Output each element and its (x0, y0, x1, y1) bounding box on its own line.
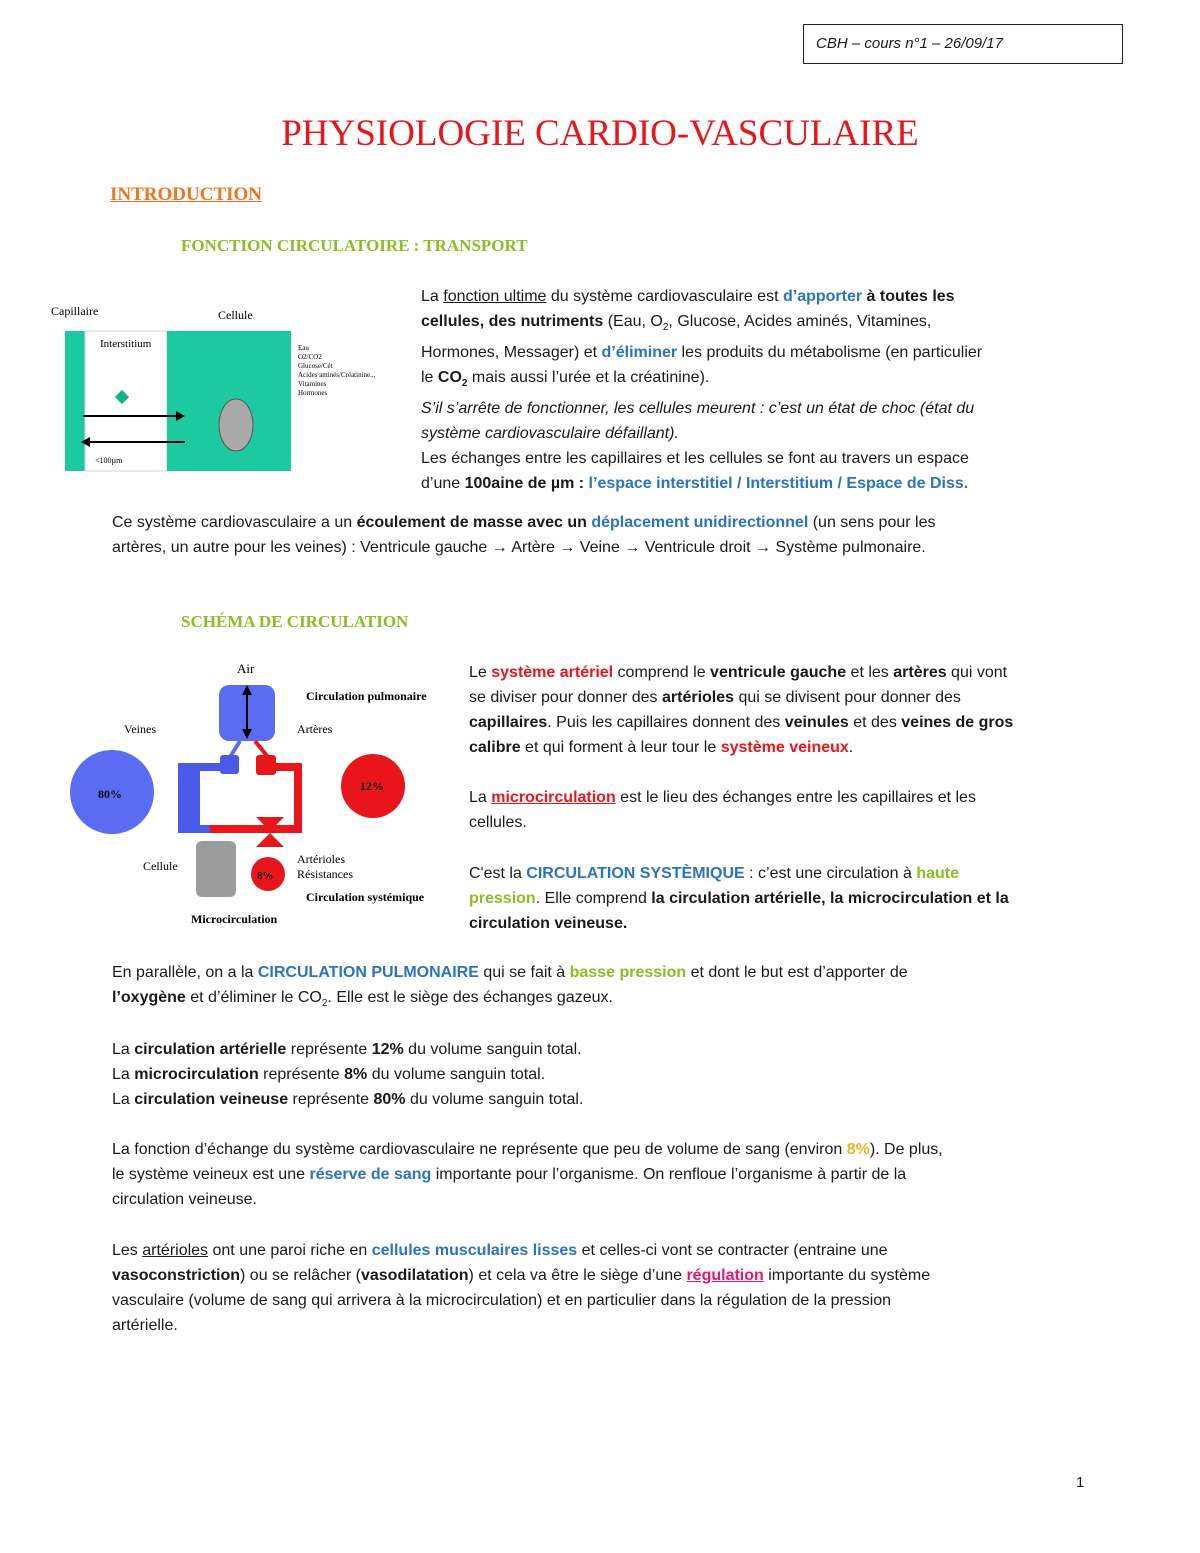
fig2-pct-micro: 8% (257, 870, 274, 882)
page-number: 1 (1076, 1474, 1085, 1491)
fig1-list-item: Hormones (298, 389, 328, 397)
fig2-label-microcirc: Microcirculation (191, 912, 278, 926)
figure-circulation-schema (60, 655, 460, 935)
paragraph-fonction-ultime: La fonction ultime du système cardiovasculaire est d’apporter à toutes les cellules, des nutriments (Eau, $O_2$, Glucose, Acides aminés, Vitamines, Hormones, Messager) et d’éliminer les produits du métabolisme (en particulier le $CO_2$ mais aussi l’urée et la créatinine). S’il s’arrête de fonctionner, les cellules meurent : c’est un état de choc (état du système cardiovasculaire défaillant). Les échanges entre les capillaires et les cellules se font au travers un espace d’une 100aine de µm : l’espace interstitiel / Interstitium / Espace de Diss. (421, 288, 983, 493)
fig2-right-heart (220, 755, 239, 774)
fig1-nucleus (219, 399, 253, 451)
fig2-left-heart (256, 755, 276, 775)
subsection-heading-schema: SCHÉMA DE CIRCULATION (181, 612, 409, 631)
fig2-label-circ-syst: Circulation systémique (306, 890, 425, 904)
fig2-artery-pipe (294, 763, 302, 833)
fig1-list-item: Glucose/Cét (298, 362, 333, 370)
subsection-heading-transport: FONCTION CIRCULATOIRE : TRANSPORT (181, 236, 528, 255)
fig1-label-distance: <100µm (95, 456, 123, 465)
header-label: CBH – cours n°1 – 26/09/17 (803, 24, 1123, 64)
fig1-capillary-bar (65, 331, 85, 471)
section-heading-introduction: INTRODUCTION (110, 184, 263, 205)
fig2-label-cellule: Cellule (143, 859, 178, 873)
paragraph-fonction-echange: La fonction d’échange du système cardiovasculaire ne représente que peu de volume de sang (environ 8%). De plus, le système veineux est une réserve de sang importante pour l’organisme. On renfloue l’organisme à partir de la circulation veineuse. (112, 1141, 943, 1208)
fig2-label-circ-pulm: Circulation pulmonaire (306, 689, 427, 703)
fig2-label-arteres: Artères (297, 722, 333, 736)
fig2-label-resistances: Résistances (297, 867, 353, 881)
fig1-list-item: Vitamines (298, 380, 327, 388)
fig2-cell-block (196, 841, 236, 897)
page-title: PHYSIOLOGIE CARDIO-VASCULAIRE (281, 113, 919, 154)
fig2-label-veines: Veines (124, 722, 156, 736)
paragraph-microcirculation: La microcirculation est le lieu des échanges entre les capillaires et les cellules. (469, 789, 976, 831)
fig1-interstitium-zone (85, 331, 167, 471)
fig1-list-item: Eau (298, 344, 309, 352)
fig1-label-interstitium: Interstitium (100, 338, 152, 350)
paragraph-volumes: La circulation artérielle représente 12% du volume sanguin total. La microcirculation représente 8% du volume sanguin total. La circulation veineuse représente 80% du volume sanguin total. (112, 1041, 584, 1108)
fig1-label-cellule: Cellule (218, 308, 253, 322)
fig2-pct-arteres: 12% (360, 779, 384, 793)
fig1-list-item: O2/CO2 (298, 353, 322, 361)
figure-capillary-cell (45, 295, 405, 480)
paragraph-arterioles: Les artérioles ont une paroi riche en cellules musculaires lisses et celles-ci vont se contracter (entraine une vasoconstriction) ou se relâcher (vasodilatation) et cela va être le siège d’une régulation importante du système vasculaire (volume de sang qui arrivera à la microcirculation) et en particulier dans la régulation de la pression artérielle. (112, 1242, 931, 1334)
fig2-label-arterioles: Artérioles (297, 852, 345, 866)
paragraph-circulation-systemique: C'est la CIRCULATION SYSTÈMIQUE : c’est une circulation à haute pression. Elle comprend la circulation artérielle, la microcirculation et la circulation veineuse. (469, 865, 1009, 932)
fig1-list-item: Acides aminés/Créatinine... (298, 371, 376, 379)
fig2-vein-pipe (178, 763, 200, 831)
paragraph-circulation-pulmonaire: En parallèle, on a la CIRCULATION PULMONAIRE qui se fait à basse pression et dont le but est d’apporter de l’oxygène et d’éliminer le $CO_2$. Elle est le siège des échanges gazeux. (112, 964, 908, 1010)
fig1-label-capillaire: Capillaire (51, 304, 99, 318)
fig2-pct-veines: 80% (98, 787, 122, 801)
fig2-label-air: Air (237, 661, 255, 676)
paragraph-systeme-arteriel: Le système artériel comprend le ventricule gauche et les artères qui vont se diviser pour donner des artérioles qui se divisent pour donner des capillaires. Puis les capillaires donnent des veinules et des veines de gros calibre et qui forment à leur tour le système veineux. (469, 664, 1014, 756)
paragraph-ecoulement: Ce système cardiovasculaire a un écoulement de masse avec un déplacement unidirectionnel (un sens pour les artères, un autre pour les veines) : Ventricule gauche → Artère → Veine → Ventricule droit → Système pulmonaire. (112, 514, 936, 556)
